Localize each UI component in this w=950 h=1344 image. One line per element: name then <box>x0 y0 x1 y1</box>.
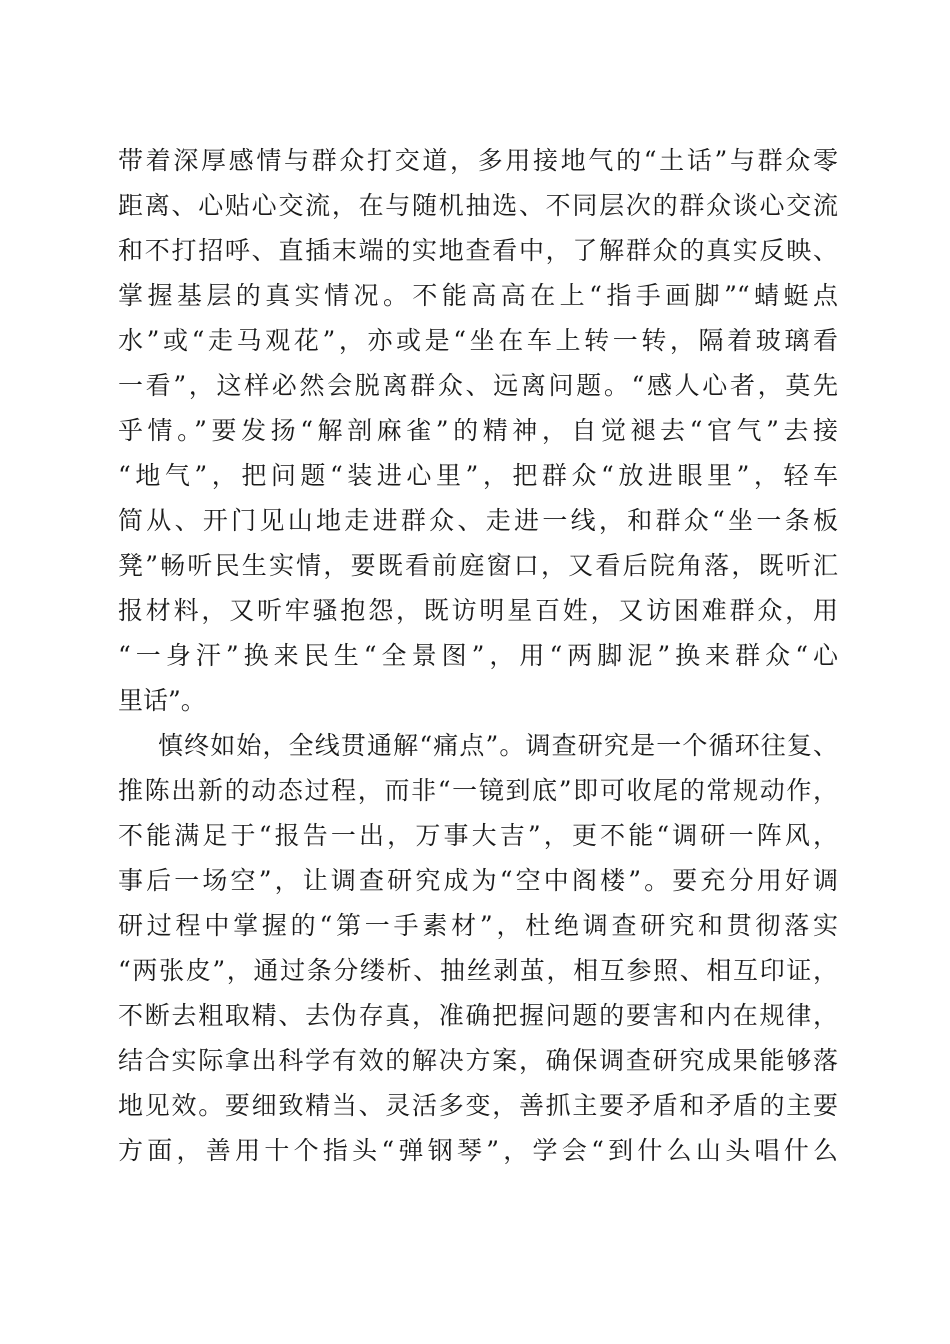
text-line: 一看”，这样必然会脱离群众、远离问题。“感人心者，莫先 <box>118 371 838 400</box>
text-line: 掌握基层的真实情况。不能高高在上“指手画脚”“蜻蜓点 <box>118 281 838 310</box>
text-line: 不能满足于“报告一出，万事大吉”，更不能“调研一阵风， <box>118 821 838 850</box>
text-line: 带着深厚感情与群众打交道，多用接地气的“土话”与群众零 <box>118 146 838 175</box>
text-line: “两张皮”，通过条分缕析、抽丝剥茧，相互参照、相互印证， <box>118 956 838 985</box>
text-line: 慎终如始，全线贯通解“痛点”。调查研究是一个循环往复、 <box>158 731 838 760</box>
text-line: 距离、心贴心交流，在与随机抽选、不同层次的群众谈心交流 <box>118 191 838 220</box>
text-line: 推陈出新的动态过程，而非“一镜到底”即可收尾的常规动作， <box>118 776 838 805</box>
text-line: 方面，善用十个指头“弹钢琴”，学会“到什么山头唱什么 <box>118 1136 838 1165</box>
text-line: “一身汗”换来民生“全景图”，用“两脚泥”换来群众“心 <box>118 641 838 670</box>
paragraph-2 <box>118 723 838 1173</box>
text-line: 里话”。 <box>118 686 206 715</box>
text-line: 和不打招呼、直插末端的实地查看中，了解群众的真实反映、 <box>118 236 838 265</box>
paragraph-1 <box>118 138 838 723</box>
text-line: 简从、开门见山地走进群众、走进一线，和群众“坐一条板 <box>118 506 838 535</box>
text-line: 报材料，又听牢骚抱怨，既访明星百姓，又访困难群众，用 <box>118 596 838 625</box>
text-line: 乎情。”要发扬“解剖麻雀”的精神，自觉褪去“官气”去接 <box>118 416 838 445</box>
document-body <box>118 138 838 1173</box>
text-line: 事后一场空”，让调查研究成为“空中阁楼”。要充分用好调 <box>118 866 838 895</box>
text-line: 凳”畅听民生实情，要既看前庭窗口，又看后院角落，既听汇 <box>118 551 838 580</box>
text-line: 结合实际拿出科学有效的解决方案，确保调查研究成果能够落 <box>118 1046 838 1075</box>
text-line: 地见效。要细致精当、灵活多变，善抓主要矛盾和矛盾的主要 <box>118 1091 838 1120</box>
text-line: 不断去粗取精、去伪存真，准确把握问题的要害和内在规律， <box>118 1001 838 1030</box>
text-line: 研过程中掌握的“第一手素材”，杜绝调查研究和贯彻落实 <box>118 911 838 940</box>
text-line: “地气”，把问题“装进心里”，把群众“放进眼里”，轻车 <box>118 461 838 490</box>
text-line: 水”或“走马观花”，亦或是“坐在车上转一转，隔着玻璃看 <box>118 326 838 355</box>
